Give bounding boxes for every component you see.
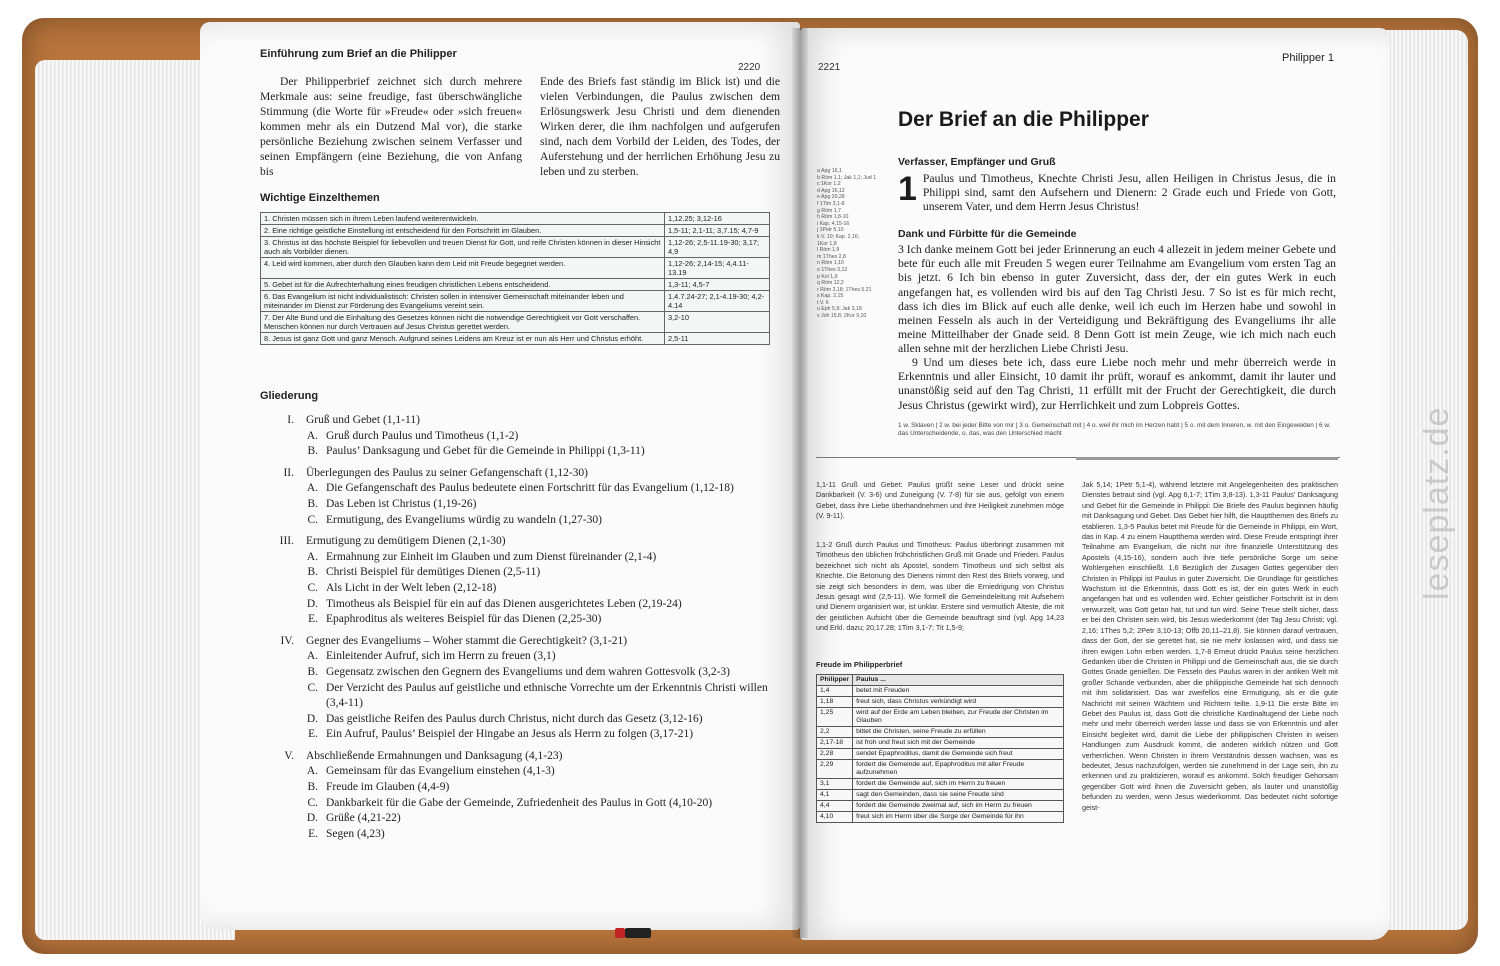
outline-text: Gruß und Gebet (1,1-11) <box>306 414 420 426</box>
margin-reference: k V. 10; Kap. 2,16; <box>817 233 860 240</box>
outline-text: Ermahnung zur Einheit im Glauben und zum Dienst füreinander (2,1-4) <box>326 550 657 563</box>
joy-row <box>817 686 1064 697</box>
joy-text: sendet Epaphroditus, damit die Gemeinde sich freut <box>853 749 1064 760</box>
margin-reference: n Röm 1,10 <box>817 260 844 267</box>
margin-reference: g Röm 1,7 <box>817 207 841 214</box>
theme-text: 4. Leid wird kommen, aber durch den Glauben kann dem Leid mit Freude begegnet werden. <box>261 258 665 279</box>
joy-ref: 4,4 <box>817 801 853 812</box>
outline-number: D. <box>306 812 318 825</box>
theme-row <box>261 312 770 333</box>
book-title: Der Brief an die Philipper <box>898 108 1149 131</box>
joy-row <box>817 790 1064 801</box>
outline-text: Ermutigung, des Evangeliums würdig zu wandeln (1,27-30) <box>326 513 602 526</box>
joy-table <box>816 674 1064 823</box>
joy-ref: 2,28 <box>817 749 853 760</box>
outline-text: Das geistliche Reifen des Paulus durch Christus, nicht durch das Gesetz (3,12-16) <box>326 712 703 725</box>
outline-number: A. <box>306 650 318 663</box>
outline-number: C. <box>307 513 318 526</box>
outline-item <box>260 828 780 844</box>
themes-table <box>260 212 770 345</box>
running-head-left: Einführung zum Brief an die Philipper <box>260 48 457 60</box>
verse-1-2 <box>898 172 1336 215</box>
theme-row <box>261 291 770 312</box>
joy-text: fordert die Gemeinde auf, sich im Herrn zu freuen <box>853 779 1064 790</box>
outline-item <box>260 467 780 483</box>
outline-title: Gliederung <box>260 390 319 402</box>
theme-text: 3. Christus ist das höchste Beispiel für liebevollen und treuen Dienst für Gott, und reife Christen können in dieser Hinsicht auch als Vorbilder dienen. <box>261 237 665 258</box>
joy-row <box>817 697 1064 708</box>
outline-text: (3,4-11) <box>326 697 363 710</box>
outline-number: I. <box>287 414 294 426</box>
joy-ref: 4,10 <box>817 812 853 823</box>
outline-text: Ein Aufruf, Paulus’ Beispiel der Hingabe an Jesus als Herrn zu folgen (3,17-21) <box>326 728 694 741</box>
margin-reference: u Eph 5,9; Jak 3,18 <box>817 306 862 313</box>
outline-item <box>260 635 780 651</box>
outline-number: B. <box>307 445 318 458</box>
theme-row <box>261 333 770 345</box>
verse-1-text: Paulus und Timotheus, Knechte Christi Jesu, allen Heiligen in Christus Jesus, die in Philippi sind, samt den Aufsehern und Dienern: 2 Grade euch und Friede von Gott, unserem Vater, und dem Herrn Jesus Christus! <box>922 172 1336 214</box>
outline-item <box>260 797 780 813</box>
outline-text: Gemeinsam für das Evangelium einstehen (4,1-3) <box>326 765 555 778</box>
outline-item <box>260 750 780 766</box>
outline-number: E. <box>308 728 318 741</box>
theme-row <box>261 225 770 237</box>
outline-text: Dankbarkeit für die Gabe der Gemeinde, Zufriedenheit des Paulus in Gott (4,10-20) <box>326 796 713 809</box>
outline-number: III. <box>279 535 294 548</box>
commentary-divider-bold <box>1076 457 1338 460</box>
joy-text: betet mit Freuden <box>853 686 1064 697</box>
theme-text: 5. Gebet ist für die Aufrechterhaltung eines freudigen christlichen Lebens entscheidend. <box>261 279 665 291</box>
theme-row <box>261 237 770 258</box>
outline-item <box>260 535 780 551</box>
margin-reference: m 1Thes 2,8 <box>817 253 846 260</box>
outline-item <box>260 598 780 614</box>
outline-item <box>260 666 780 682</box>
outline-item <box>260 430 780 446</box>
outline-text: Grüße (4,21-22) <box>326 812 401 825</box>
outline-text: Epaphroditus als weiteres Beispiel für das Dienen (2,25-30) <box>326 613 602 626</box>
joy-ref: 3,1 <box>817 779 853 790</box>
verses-3-8: 3 Ich danke meinem Gott bei jeder Erinnerung an euch 4 allezeit in jedem meiner Gebete und bete für euch alle mit Freuden 5 wegen eurer Teilnahme am Evangelium vom ersten Tag an bis jetzt. 6 Ich bin ebenso in guter Zuversicht, dass der, der ein gutes Werk in euch angefangen hat, es vollenden wird bis auf den Tag Christi Jesu. 7 So ist es für mich recht, dass ich dies im Blick auf euch alle denke, weil ich euch im Herzen habe und sowohl in meinen Fesseln als auch in der Verteidigung und Bekräftigung des Evangeliums ihr alle meine Mitteilhaber der Gnade seid. 8 Denn Gott ist mein Zeuge, wie ich mich nach euch allen sehne mit der herzlichen Liebe Christi Jesu. <box>898 243 1336 356</box>
themes-title: Wichtige Einzelthemen <box>260 192 380 204</box>
outline-item <box>260 812 780 828</box>
joy-row <box>817 760 1064 779</box>
outline-text: Paulus’ Danksagung und Gebet für die Gemeinde in Philippi (1,3-11) <box>326 445 645 458</box>
outline-text: Freude im Glauben (4,4-9) <box>326 781 450 794</box>
theme-ref: 1,12-26; 2,14-15; 4,4.11-13.19 <box>665 258 770 279</box>
footnotes: 1 w. Sklaven | 2 w. bei jeder Bitte von mir | 3 o. Gemeinschaft mit | 4 o. weil ihr mich im Herzen habt | 5 o. mit dem Inneren, w. mit den Eingeweiden | 6 w. das Unterscheidende, o. das, was den Unterschied macht <box>898 422 1331 437</box>
page-number-right: 2221 <box>818 62 841 73</box>
theme-ref: 1,5-11; 2,1-11; 3,7.15; 4,7-9 <box>665 225 770 237</box>
page-number-left: 2220 <box>738 62 761 73</box>
outline-number: D. <box>306 597 318 610</box>
outline-text: Das Leben ist Christus (1,19-26) <box>326 497 477 510</box>
joy-row <box>817 779 1064 790</box>
theme-ref: 1,12-26; 2,5-11.19-30; 3,17; 4,9 <box>665 237 770 258</box>
theme-text: 2. Eine richtige geistliche Einstellung ist entscheidend für den Fortschritt im Glauben. <box>261 225 665 237</box>
margin-reference: q Röm 12,2 <box>817 280 844 287</box>
outline-item <box>260 728 780 744</box>
outline-list <box>260 414 780 843</box>
outline-item <box>260 482 780 498</box>
outline-item <box>260 445 780 461</box>
margin-reference: p Kol 1,9 <box>817 273 838 280</box>
margin-reference: j 1Petr 5,10 <box>817 227 844 234</box>
outline-item <box>260 551 780 567</box>
joy-ref: 2,2 <box>817 727 853 738</box>
margin-reference: e Apg 20,28 <box>817 194 845 201</box>
outline-text: Gegner des Evangeliums – Woher stammt die Gerechtigkeit? (3,1-21) <box>306 634 628 647</box>
outline-text: Überlegungen des Paulus zu seiner Gefangenschaft (1,12-30) <box>306 466 588 479</box>
outline-item <box>260 582 780 598</box>
joy-ref: 1,4 <box>817 686 853 697</box>
verses-9-11: 9 Und um dieses bete ich, dass eure Liebe noch mehr und mehr überreich werde in Erkenntnis und aller Einsicht, 10 damit ihr prüft, worauf es ankommt, damit ihr lauter und unanstößig seid auf den Tag Christi, 11 erfüllt mit der Frucht der Gerechtigkeit, die durch Jesus Christus (gewirkt wird), zur Herrlichkeit und zum Lobpreis Gottes. <box>898 356 1336 412</box>
book-gutter <box>792 28 808 938</box>
outline-number: IV. <box>280 634 294 647</box>
outline-number: II. <box>283 466 294 479</box>
outline-number: C. <box>307 796 318 809</box>
outline-item <box>260 414 780 430</box>
margin-reference: l Röm 1,9 <box>817 247 840 254</box>
theme-ref: 3,2-10 <box>665 312 770 333</box>
outline-item <box>260 514 780 530</box>
outline-number: C. <box>307 581 318 594</box>
outline-number: B. <box>307 497 318 510</box>
margin-reference: d Apg 16,12 <box>817 187 845 194</box>
joy-row <box>817 801 1064 812</box>
outline-text: Die Gefangenschaft des Paulus bedeutete einen Fortschritt für das Evangelium (1,12-18) <box>326 482 734 495</box>
intro-column-1: Der Philipperbrief zeichnet sich durch mehrere Merkmale aus: seine freudige, fast überschwängliche Stimmung (die Worte für »Freude« oder »sich freuen« kommen mehr als ein Dutzend Mal vor), die starke persönliche Beziehung zwischen seinem Verfasser und seinen Empfängern (eine Beziehung, die von Anfang bis <box>260 75 522 178</box>
margin-reference: r Röm 2,18; 1Thes 5,21 <box>817 286 872 293</box>
outline-number: C. <box>307 681 318 694</box>
joy-row <box>817 812 1064 823</box>
outline-text: Abschließende Ermahnungen und Danksagung (4,1-23) <box>306 749 563 762</box>
joy-text: ist froh und freut sich mit der Gemeinde <box>853 738 1064 749</box>
theme-ref: 1,12.25; 3,12-16 <box>665 213 770 225</box>
joy-header-ref: Philipper <box>817 675 853 686</box>
margin-reference: s Kap. 2,15 <box>817 293 844 300</box>
joy-text: freut sich, dass Christus verkündigt wird <box>853 697 1064 708</box>
outline-text: Timotheus als Beispiel für ein auf das Dienen ausgerichtetes Leben (2,19-24) <box>326 597 682 610</box>
joy-box-title: Freude im Philipperbrief <box>816 660 903 669</box>
outline-item <box>260 566 780 582</box>
joy-text: bittet die Christen, seine Freude zu erfüllen <box>853 727 1064 738</box>
outline-number: B. <box>307 665 318 678</box>
outline-text: Christi Beispiel für demütiges Dienen (2,5-11) <box>326 566 541 579</box>
theme-text: 1. Christen müssen sich in ihrem Leben laufend weiterentwickeln. <box>261 213 665 225</box>
joy-ref: 1,25 <box>817 708 853 727</box>
margin-reference: v Joh 15,8; 2Kor 9,10 <box>817 313 867 320</box>
outline-number: E. <box>308 613 318 626</box>
joy-text: wird auf der Erde am Leben bleiben, zur Freude der Christen im Glauben <box>853 708 1064 727</box>
left-page <box>200 22 800 930</box>
joy-row <box>817 727 1064 738</box>
outline-number: B. <box>307 566 318 579</box>
theme-row <box>261 279 770 291</box>
theme-ref: 2,5-11 <box>665 333 770 345</box>
outline-text: Einleitender Aufruf, sich im Herrn zu freuen (3,1) <box>326 650 556 663</box>
outline-item <box>260 697 780 713</box>
outline-number: D. <box>306 712 318 725</box>
outline-item <box>260 713 780 729</box>
margin-reference: a Apg 16,1 <box>817 168 842 174</box>
margin-reference: i Kap. 4,15-16 <box>817 220 850 227</box>
joy-ref: 2,17-18 <box>817 738 853 749</box>
joy-ref: 2,29 <box>817 760 853 779</box>
outline-number: A. <box>306 765 318 778</box>
outline-item <box>260 650 780 666</box>
commentary-1-1-11: 1,1-11 Gruß und Gebet: Paulus grüßt seine Leser und drückt seine Dankbarkeit (V. 3-6) und Zuneigung (V. 7-8) für sie aus, gefolgt von einem Gebet, dass ihre Liebe überhandnehmen und ihre Heiligkeit zunehmen möge (V. 9-11). <box>816 480 1064 521</box>
outline-number: B. <box>307 781 318 794</box>
intro-column-2: Ende des Briefs fast ständig im Blick ist) und die vielen Verbindungen, die Paulus zwischen dem Erlösungswerk Jesu Christi und dem dienenden Wirken derer, die ihm nachfolgen und aufgerufen sind, nach dem Vorbild der Leiden, des Todes, der Auferstehung und der herrlichen Erhöhung Jesu zu leben und zu sterben. <box>540 75 780 178</box>
theme-text: 7. Der Alte Bund und die Einhaltung des Gesetzes können nicht die notwendige Gerechtigkeit vor Gott verschaffen. Menschen können nur durch Vertrauen auf Jesus Christus gerettet werden. <box>261 312 665 333</box>
joy-ref: 1,18 <box>817 697 853 708</box>
bookmark-ribbon-black <box>625 928 651 938</box>
section-heading-thanks: Dank und Fürbitte für die Gemeinde <box>898 228 1077 240</box>
joy-text: fordert die Gemeinde zweimal auf, sich im Herrn zu freuen <box>853 801 1064 812</box>
margin-reference: h Röm 1,8-10 <box>817 214 849 221</box>
margin-reference: f 1Tim 3,1-8 <box>817 200 845 207</box>
chapter-number: 1 <box>898 170 917 208</box>
outline-text: Ermutigung zu demütigem Dienen (2,1-30) <box>306 535 506 548</box>
theme-row <box>261 258 770 279</box>
commentary-column-2: Jak 5,14; 1Petr 5,1-4), während letztere mit Angelegenheiten des praktischen Dienstes betraut sind (vgl. Apg 6,1-7; 1Tim 3,8-13). 1,3-11 Paulus’ Danksagung und Gebet für die Gemeinde in Philippi: Die Briefe des Paulus beginnen häufig mit Danksagung und Gebet. Das Gebet hier hilft, die Hauptthemen des Briefs zu etablieren. 1,3-5 Paulus betet mit Freude für die Gemeinde in Philippi, ein Wort, das in Kap. 4 zu einem Hauptthema werden wird. Diese Freude entspringt ihrer Teilnahme am Evangelium, die nicht nur ihre finanzielle Unterstützung des Apostels (4,15-16), sondern auch ihre tiefe persönliche Sorge um seine Wohlergehen einschließt. 1,6 Bezüglich der Zusagen Gottes gegenüber den Christen in Philippi ist Paulus in guter Zuversicht. Die Grundlage für geistliches Wachstum ist die Erkenntnis, dass Gott es ist, der ein gutes Werk in euch angefangen hat und es vollenden wird. Echter geistlicher Fortschritt ist in dem verwurzelt, was Gott getan hat, tut und tun wird. Seine Treue stellt sicher, dass er bei den Christen sein wird, bis Jesus wiederkommt (der Tag Jesu Christi; vgl. 2,16; 1Thes 5,2; 2Petr 3,10-13; Offb 20,11–21,8). Sie können darauf vertrauen, dass der Gott, der sie gerettet hat, sie nie mehr loslassen wird, und dass sie ihren ewigen Lohn erben werden. 1,7-8 Erneut drückt Paulus seine herzlichen Gedanken über die Christen in Philippi und die Gemeinschaft aus, die sie durch Gottes Gnade genießen. Die Fesseln des Paulus waren in der antiken Welt mit großer Schande verbunden, aber die philippische Gemeinde hat sich dennoch mit ihm solidarisiert. Das war zweifellos eine Ermutigung, als er die gute Nachricht mit seinen Wächtern und Richtern teilte. 1,9-11 Die erste Bitte im Gebet des Paulus ist, dass Gott die christliche Kardinaltugend der Liebe noch mehr und mehr überreich werden lasse und dass sie von Erkenntnis und aller Einsicht begleitet wird, damit die Liebe der philippischen Christen in weisen Handlungen zum Ausdruck kommt, die anderen wirklich nützen und Gott verherrlichen. Wenn Christen in ihrem Verständnis dessen wachsen, was es bedeutet, Jesus nachzufolgen, werden sie zunehmend in der Lage sein, ihn zu erkennen und zu praktizieren, worauf es ankommt. Solch freudiger Gehorsam gegenüber Gott wird ihnen die Zuversicht geben, als lauter und unanstößig befunden zu werden, wenn Jesus wiederkommt. Das bedeutet nicht sofortige geist- <box>1082 480 1338 812</box>
margin-reference: 1Kor 1,8 <box>817 240 837 247</box>
outline-text: Gegensatz zwischen den Gegnern des Evangeliums und dem wahren Gottesvolk (3,2-3) <box>326 665 730 678</box>
outline-number: A. <box>306 482 318 495</box>
joy-text: fordert die Gemeinde auf, Epaphroditus mit aller Freude aufzunehmen <box>853 760 1064 779</box>
joy-table-header <box>817 675 1064 686</box>
margin-reference: t V. 6 <box>817 299 829 306</box>
outline-number: A. <box>306 429 318 442</box>
outline-text: Als Licht in der Welt leben (2,12-18) <box>326 581 497 594</box>
outline-item <box>260 781 780 797</box>
section-heading-greeting: Verfasser, Empfänger und Gruß <box>898 156 1056 168</box>
outline-item <box>260 613 780 629</box>
margin-reference: o 1Thes 3,12 <box>817 266 848 273</box>
outline-number: V. <box>284 749 294 762</box>
outline-text: Der Verzicht des Paulus auf geistliche und ethnische Vorrechte um der Erkenntnis Christi willen <box>326 681 768 694</box>
outline-number: A. <box>306 550 318 563</box>
joy-row <box>817 749 1064 760</box>
joy-row <box>817 708 1064 727</box>
theme-ref: 1,4.7.24-27; 2,1-4.19-30; 4,2-4.14 <box>665 291 770 312</box>
margin-reference: b Röm 1,1; Jak 1,1; Jud 1 <box>817 174 877 181</box>
running-head-right: Philipper 1 <box>1282 52 1334 64</box>
bookmark-ribbon-red <box>615 928 625 938</box>
theme-ref: 1,3-11; 4,5-7 <box>665 279 770 291</box>
theme-text: 6. Das Evangelium ist nicht individualistisch: Christen sollen in intensiver Gemeinschaft miteinander leben und miteinander im Dienst zur Förderung des Evangeliums vereint sein. <box>261 291 665 312</box>
joy-row <box>817 738 1064 749</box>
margin-references <box>817 168 887 320</box>
joy-text: sagt den Gemeinden, dass sie seine Freude sind <box>853 790 1064 801</box>
margin-reference: c 1Kor 1,2 <box>817 181 841 188</box>
joy-ref: 4,1 <box>817 790 853 801</box>
joy-header-text: Paulus ... <box>853 675 1064 686</box>
outline-number: E. <box>308 827 318 840</box>
theme-text: 8. Jesus ist ganz Gott und ganz Mensch. Aufgrund seines Leidens am Kreuz ist er nun als Herr und Christus erhöht. <box>261 333 665 345</box>
outline-text: Segen (4,23) <box>326 827 385 840</box>
outline-text: Gruß durch Paulus und Timotheus (1,1-2) <box>326 429 519 442</box>
outline-item <box>260 498 780 514</box>
commentary-1-1-2: 1,1-2 Gruß durch Paulus und Timotheus: Paulus überbringt zusammen mit Timotheus den üblichen frühchristlichen Gruß mit Gnade und Frieden. Paulus bezeichnet sich nicht als Apostel, sondern Timotheus und sich selbst als Knechte. Die Betonung des Dienens nimmt den Rest des Briefs vorweg, und sie zeigt sich besonders in dem, was über die Erniedrigung von Christus Jesus gesagt wird (2,5-11). Wie formell die Gemeindeleitung mit Aufsehern und Dienern organisiert war, ist unklar. Erstere sind vermutlich Älteste, die mit der geistlichen Aufsicht über die Gemeinde beauftragt sind (vgl. Apg 14,23 und Erkl. dazu; 20,17.28; 1Tim 3,1-7; Tit 1,5-9; <box>816 540 1064 633</box>
joy-text: freut sich im Herrn über die Sorge der Gemeinde für ihn <box>853 812 1064 823</box>
theme-row <box>261 213 770 225</box>
outline-item <box>260 682 780 698</box>
watermark: leseplatz.de <box>1418 406 1456 600</box>
outline-item <box>260 765 780 781</box>
